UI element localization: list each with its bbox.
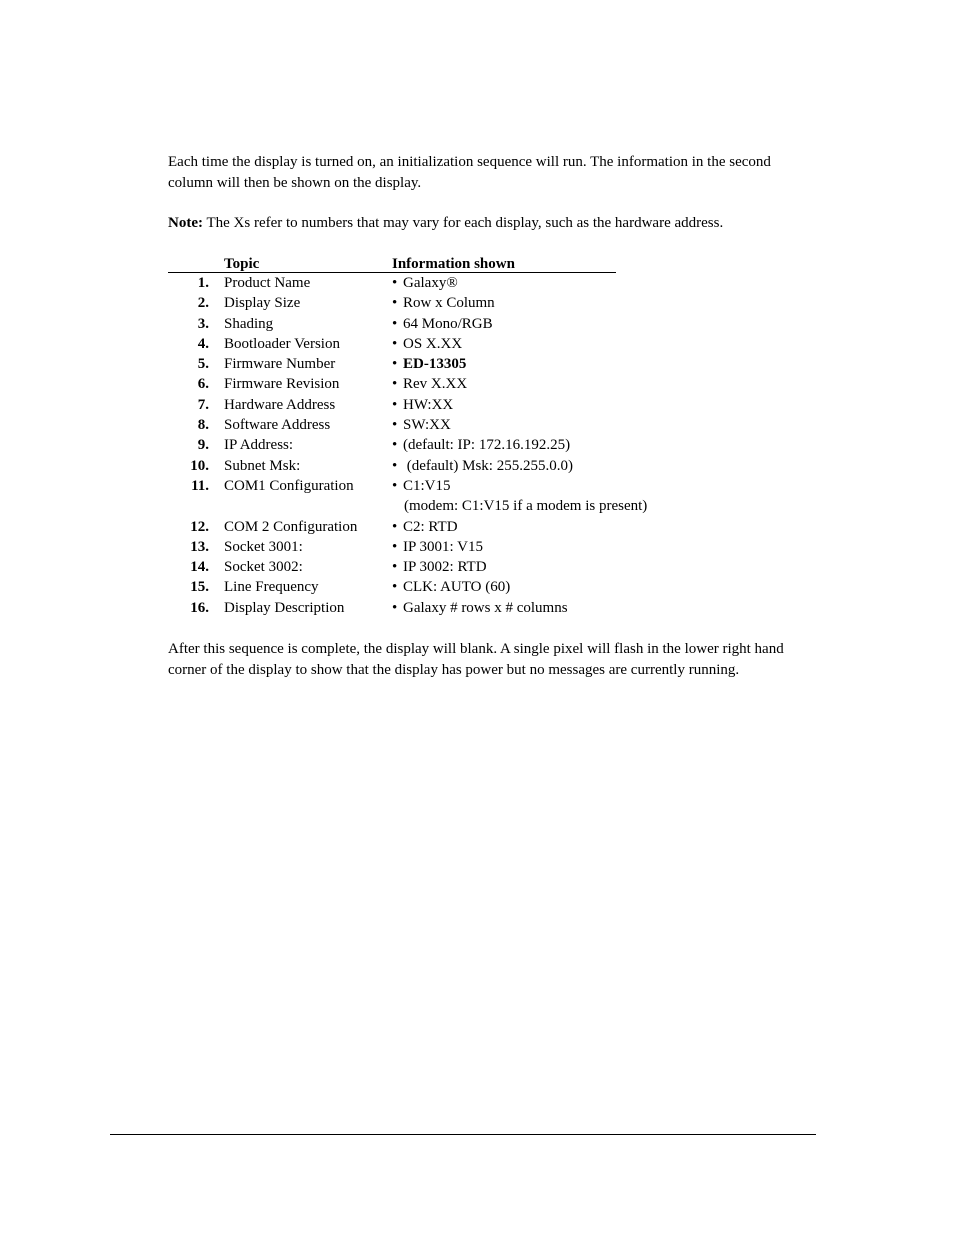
table-row xyxy=(168,476,688,517)
bullet-icon: • xyxy=(392,356,398,373)
table-row xyxy=(168,415,688,435)
row-topic: Display Size xyxy=(224,295,301,312)
row-number: 4. xyxy=(197,335,209,352)
table-row xyxy=(168,273,688,293)
row-info: • IP 3002: RTD xyxy=(392,559,487,576)
row-number: 6. xyxy=(197,376,209,393)
initialization-sequence-table xyxy=(168,254,688,618)
row-info: • Galaxy® xyxy=(392,275,458,291)
row-topic: Socket 3001: xyxy=(224,538,303,555)
table-row xyxy=(168,395,688,415)
header-topic: Topic xyxy=(224,256,260,272)
row-number: 11. xyxy=(191,477,209,494)
row-info: • Row x Column xyxy=(392,295,495,312)
row-topic: COM 2 Configuration xyxy=(224,518,358,535)
row-number: 3. xyxy=(197,315,209,332)
row-number: 16. xyxy=(190,599,209,616)
row-number: 5. xyxy=(197,356,209,373)
bullet-icon: • xyxy=(392,417,398,434)
bullet-icon: • xyxy=(392,518,398,535)
row-info: • C1:V15 (modem: C1:V15 if a modem is present) xyxy=(392,477,648,514)
header-information-shown: Information shown xyxy=(392,256,515,272)
row-number: 1. xyxy=(197,275,209,291)
row-info: • SW:XX xyxy=(392,417,451,434)
row-number: 9. xyxy=(197,437,209,454)
row-topic: Firmware Number xyxy=(224,356,336,373)
row-topic: Subnet Msk: xyxy=(224,457,301,474)
note-text: The Xs refer to numbers that may vary for each display, such as the hardware address. xyxy=(202,215,724,231)
row-number: 2. xyxy=(197,295,209,312)
row-number: 12. xyxy=(190,518,209,535)
bullet-icon: • xyxy=(392,538,398,555)
table-row xyxy=(168,314,688,334)
intro-paragraph: Each time the display is turned on, an initialization sequence will run. The information in the second column will then be shown on the display. xyxy=(168,154,771,191)
after-sequence-paragraph: After this sequence is complete, the display will blank. A single pixel will flash in the lower right hand corner of the display to show that the display has power but no messages are currently running. xyxy=(168,641,784,678)
bullet-icon: • xyxy=(392,275,398,291)
row-info: • (default: IP: 172.16.192.25) xyxy=(392,437,571,454)
row-topic: IP Address: xyxy=(224,437,294,454)
row-number: 13. xyxy=(190,538,209,555)
row-topic: Product Name xyxy=(224,275,311,291)
bullet-icon: • xyxy=(392,579,398,596)
row-info: • Galaxy # rows x # columns xyxy=(392,599,568,616)
bullet-icon: • xyxy=(392,335,398,352)
row-topic: COM1 Configuration xyxy=(224,477,354,494)
row-topic: Firmware Revision xyxy=(224,376,340,393)
row-number: 8. xyxy=(197,417,209,434)
note-paragraph xyxy=(168,213,818,234)
row-info: • HW:XX xyxy=(392,396,454,413)
bullet-icon: • xyxy=(392,599,398,616)
row-info: • Rev X.XX xyxy=(392,376,468,393)
table-row xyxy=(168,557,688,577)
row-topic: Line Frequency xyxy=(224,579,319,596)
table-row xyxy=(168,598,688,618)
table-row xyxy=(168,435,688,455)
row-info: • IP 3001: V15 xyxy=(392,538,484,555)
row-topic: Software Address xyxy=(224,417,331,434)
bullet-icon: • xyxy=(392,376,398,393)
row-info-continuation: (modem: C1:V15 if a modem is present) xyxy=(404,497,648,514)
row-topic: Display Description xyxy=(224,599,345,616)
bullet-icon: • xyxy=(392,477,398,494)
row-topic: Socket 3002: xyxy=(224,559,303,576)
row-info: • 64 Mono/RGB xyxy=(392,315,493,332)
row-info: • ED-13305 xyxy=(392,356,467,373)
note-label: Note: xyxy=(168,215,203,231)
row-topic: Shading xyxy=(224,315,274,332)
table-row xyxy=(168,354,688,374)
bullet-icon: • xyxy=(392,559,398,576)
bullet-icon: • xyxy=(392,315,398,332)
row-info: • C2: RTD xyxy=(392,518,458,535)
row-number: 14. xyxy=(190,559,209,576)
table-row xyxy=(168,334,688,354)
row-info: • (default) Msk: 255.255.0.0) xyxy=(392,457,573,474)
table-header xyxy=(168,254,616,273)
table-row xyxy=(168,517,688,537)
table-row xyxy=(168,374,688,394)
table-row xyxy=(168,293,688,313)
row-info: • OS X.XX xyxy=(392,335,463,352)
bullet-icon: • xyxy=(392,457,398,474)
row-number: 15. xyxy=(190,579,209,596)
bullet-icon: • xyxy=(392,396,398,413)
bullet-icon: • xyxy=(392,437,398,454)
table-row xyxy=(168,537,688,557)
footer-divider xyxy=(110,1134,816,1135)
table-row xyxy=(168,577,688,597)
table-row xyxy=(168,456,688,476)
row-topic: Bootloader Version xyxy=(224,335,340,352)
row-info: • CLK: AUTO (60) xyxy=(392,579,511,596)
row-number: 10. xyxy=(190,457,209,474)
bullet-icon: • xyxy=(392,295,398,312)
row-number: 7. xyxy=(197,396,209,413)
row-topic: Hardware Address xyxy=(224,396,336,413)
